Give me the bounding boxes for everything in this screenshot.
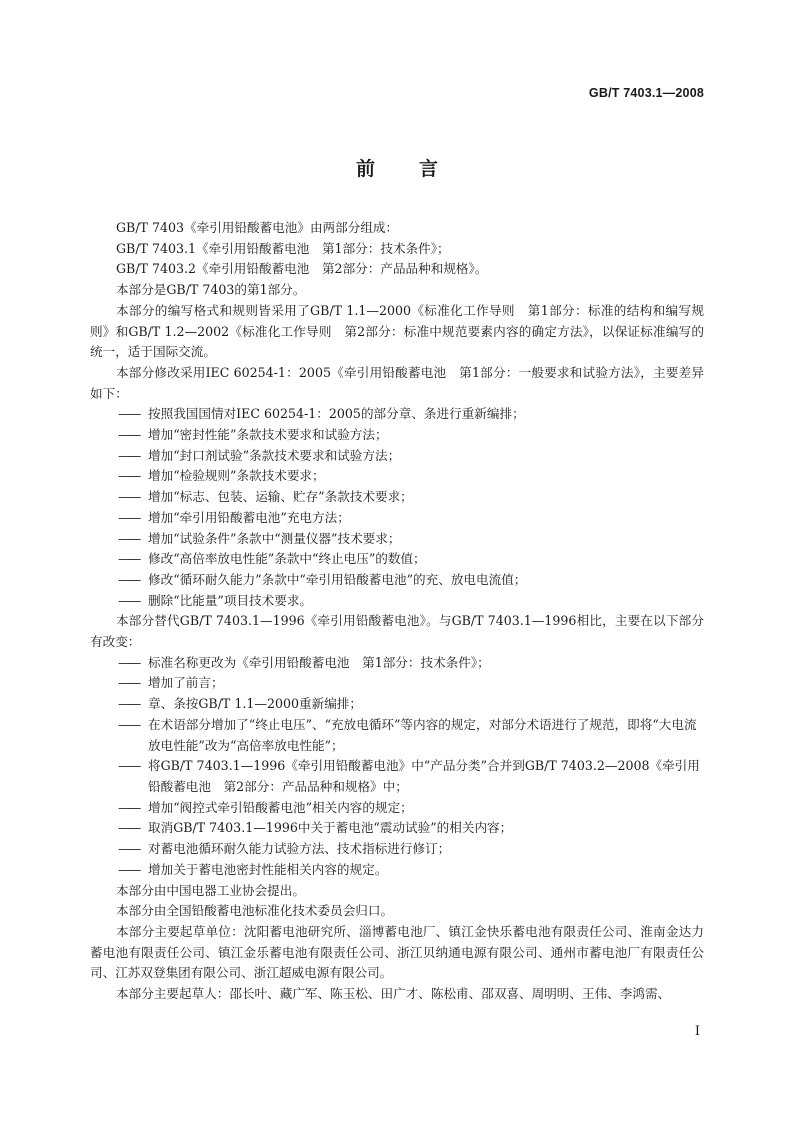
- dash-mark: ——: [118, 509, 140, 525]
- list-item-text: 修改“循环耐久能力”条款中“牵引用铅酸蓄电池”的充、放电电流值；: [148, 571, 527, 587]
- list-item-text: 将GB/T 7403.1—1996《牵引用铅酸蓄电池》中“产品分类”合并到GB/T 7403.2—2008《牵引用铅酸蓄电池 第2部分：产品品种和规格》中；: [148, 758, 700, 794]
- list-item: [90, 404, 704, 425]
- title-char-2: 言: [419, 158, 439, 180]
- document-body: [90, 218, 704, 1005]
- list-item: [90, 446, 704, 467]
- paragraph: 本部分的编写格式和规则皆采用了GB/T 1.1—2000《标准化工作导则 第1部分：标准的结构和编写规则》和GB/T 1.2—2002《标准化工作导则 第2部分：标准中规范要素内容的确定方法》，以保证标准编写的统一，适于国际交流。: [90, 302, 704, 360]
- list-item-text: 增加“封口剂试验”条款技术要求和试验方法；: [148, 447, 401, 463]
- list-item: [90, 425, 704, 446]
- list-item-text: 增加“密封性能”条款技术要求和试验方法；: [148, 427, 388, 443]
- dash-mark: ——: [118, 427, 140, 443]
- list-item-text: 对蓄电池循环耐久能力试验方法、技术指标进行修订；: [148, 841, 451, 857]
- list-item-text: 增加“试验条件”条款中“测量仪器”技术要求；: [148, 530, 401, 546]
- list-item-text: 在术语部分增加了“终止电压”、“充放电循环”等内容的规定，对部分术语进行了规范，即将“大电流放电性能”改为“高倍率放电性能”；: [148, 716, 697, 753]
- list-item: [90, 487, 704, 508]
- list-item: [90, 549, 704, 570]
- dash-mark: ——: [118, 758, 140, 774]
- list-item-text: 修改“高倍率放电性能”条款中“终止电压”的数值；: [148, 551, 426, 567]
- paragraph: 本部分由中国电器工业协会提出。: [116, 882, 305, 898]
- list-item: [90, 860, 704, 881]
- paragraph: 本部分由全国铅酸蓄电池标准化技术委员会归口。: [116, 903, 394, 919]
- dash-mark: ——: [118, 551, 140, 567]
- list-item: [90, 839, 704, 860]
- difference-list: [90, 404, 704, 611]
- title-char-1: 前: [355, 158, 375, 180]
- dash-mark: ——: [118, 530, 140, 546]
- list-item-text: 增加“标志、包装、运输、贮存”条款技术要求；: [148, 489, 413, 505]
- document-code: GB/T 7403.1—2008: [588, 86, 704, 100]
- dash-mark: ——: [118, 716, 140, 732]
- dash-mark: ——: [118, 571, 140, 587]
- list-item: [90, 570, 704, 591]
- list-item: [90, 673, 704, 694]
- dash-mark: ——: [118, 696, 140, 712]
- page-title: [0, 154, 794, 181]
- list-item: [90, 591, 704, 612]
- dash-mark: ——: [118, 675, 140, 691]
- list-item: [90, 818, 704, 839]
- change-list: [90, 653, 704, 881]
- paragraph: GB/T 7403《牵引用铅酸蓄电池》由两部分组成：: [116, 220, 399, 235]
- paragraph: GB/T 7403.2《牵引用铅酸蓄电池 第2部分：产品品种和规格》。: [116, 261, 488, 277]
- list-item-text: 增加关于蓄电池密封性能相关内容的规定。: [148, 861, 388, 877]
- dash-mark: ——: [118, 861, 140, 877]
- list-item: [90, 756, 704, 797]
- list-item-text: 取消GB/T 7403.1—1996中关于蓄电池“震动试验”的相关内容；: [148, 820, 513, 836]
- dash-mark: ——: [118, 447, 140, 463]
- page-number: I: [694, 1024, 700, 1039]
- dash-mark: ——: [118, 592, 140, 608]
- list-item-text: 章、条按GB/T 1.1—2000重新编排；: [148, 696, 362, 712]
- paragraph: 本部分替代GB/T 7403.1—1996《牵引用铅酸蓄电池》。与GB/T 7403.1—1996相比，主要在以下部分有改变：: [90, 613, 704, 650]
- list-item: [90, 715, 704, 756]
- list-item: [90, 798, 704, 819]
- paragraph: 本部分修改采用IEC 60254-1：2005《牵引用铅酸蓄电池 第1部分：一般要求和试验方法》，主要差异如下：: [90, 364, 704, 401]
- paragraph: 本部分是GB/T 7403的第1部分。: [116, 282, 306, 298]
- dash-mark: ——: [118, 820, 140, 836]
- dash-mark: ——: [118, 468, 140, 484]
- dash-mark: ——: [118, 489, 140, 505]
- paragraph: 本部分主要起草人：邵长叶、藏广军、陈玉松、田广才、陈松甫、邵双喜、周明明、王伟、李鸿需、: [116, 986, 671, 1002]
- paragraph: 本部分主要起草单位：沈阳蓄电池研究所、淄博蓄电池厂、镇江金快乐蓄电池有限责任公司、淮南金达力蓄电池有限责任公司、镇江金乐蓄电池有限责任公司、浙江贝纳通电源有限公司、通州市蓄电池厂有限责任公司、江苏双登集团有限公司、浙江超威电源有限公司。: [90, 923, 704, 981]
- dash-mark: ——: [118, 406, 140, 422]
- list-item-text: 增加“阀控式牵引铅酸蓄电池”相关内容的规定；: [148, 799, 413, 815]
- list-item-text: 按照我国国情对IEC 60254-1：2005的部分章、条进行重新编排；: [148, 406, 525, 422]
- list-item-text: 增加了前言；: [148, 675, 224, 691]
- list-item-text: 增加“检验规则”条款技术要求；: [148, 468, 325, 484]
- list-item: [90, 694, 704, 715]
- dash-mark: ——: [118, 799, 140, 815]
- list-item: [90, 653, 704, 674]
- list-item: [90, 529, 704, 550]
- dash-mark: ——: [118, 841, 140, 857]
- dash-mark: ——: [118, 654, 140, 670]
- paragraph: GB/T 7403.1《牵引用铅酸蓄电池 第1部分：技术条件》；: [116, 240, 450, 256]
- list-item-text: 增加“牵引用铅酸蓄电池”充电方法；: [148, 509, 350, 525]
- list-item-text: 标准名称更改为《牵引用铅酸蓄电池 第1部分：技术条件》；: [148, 654, 490, 670]
- list-item: [90, 508, 704, 529]
- list-item: [90, 466, 704, 487]
- list-item-text: 删除“比能量”项目技术要求。: [148, 592, 313, 608]
